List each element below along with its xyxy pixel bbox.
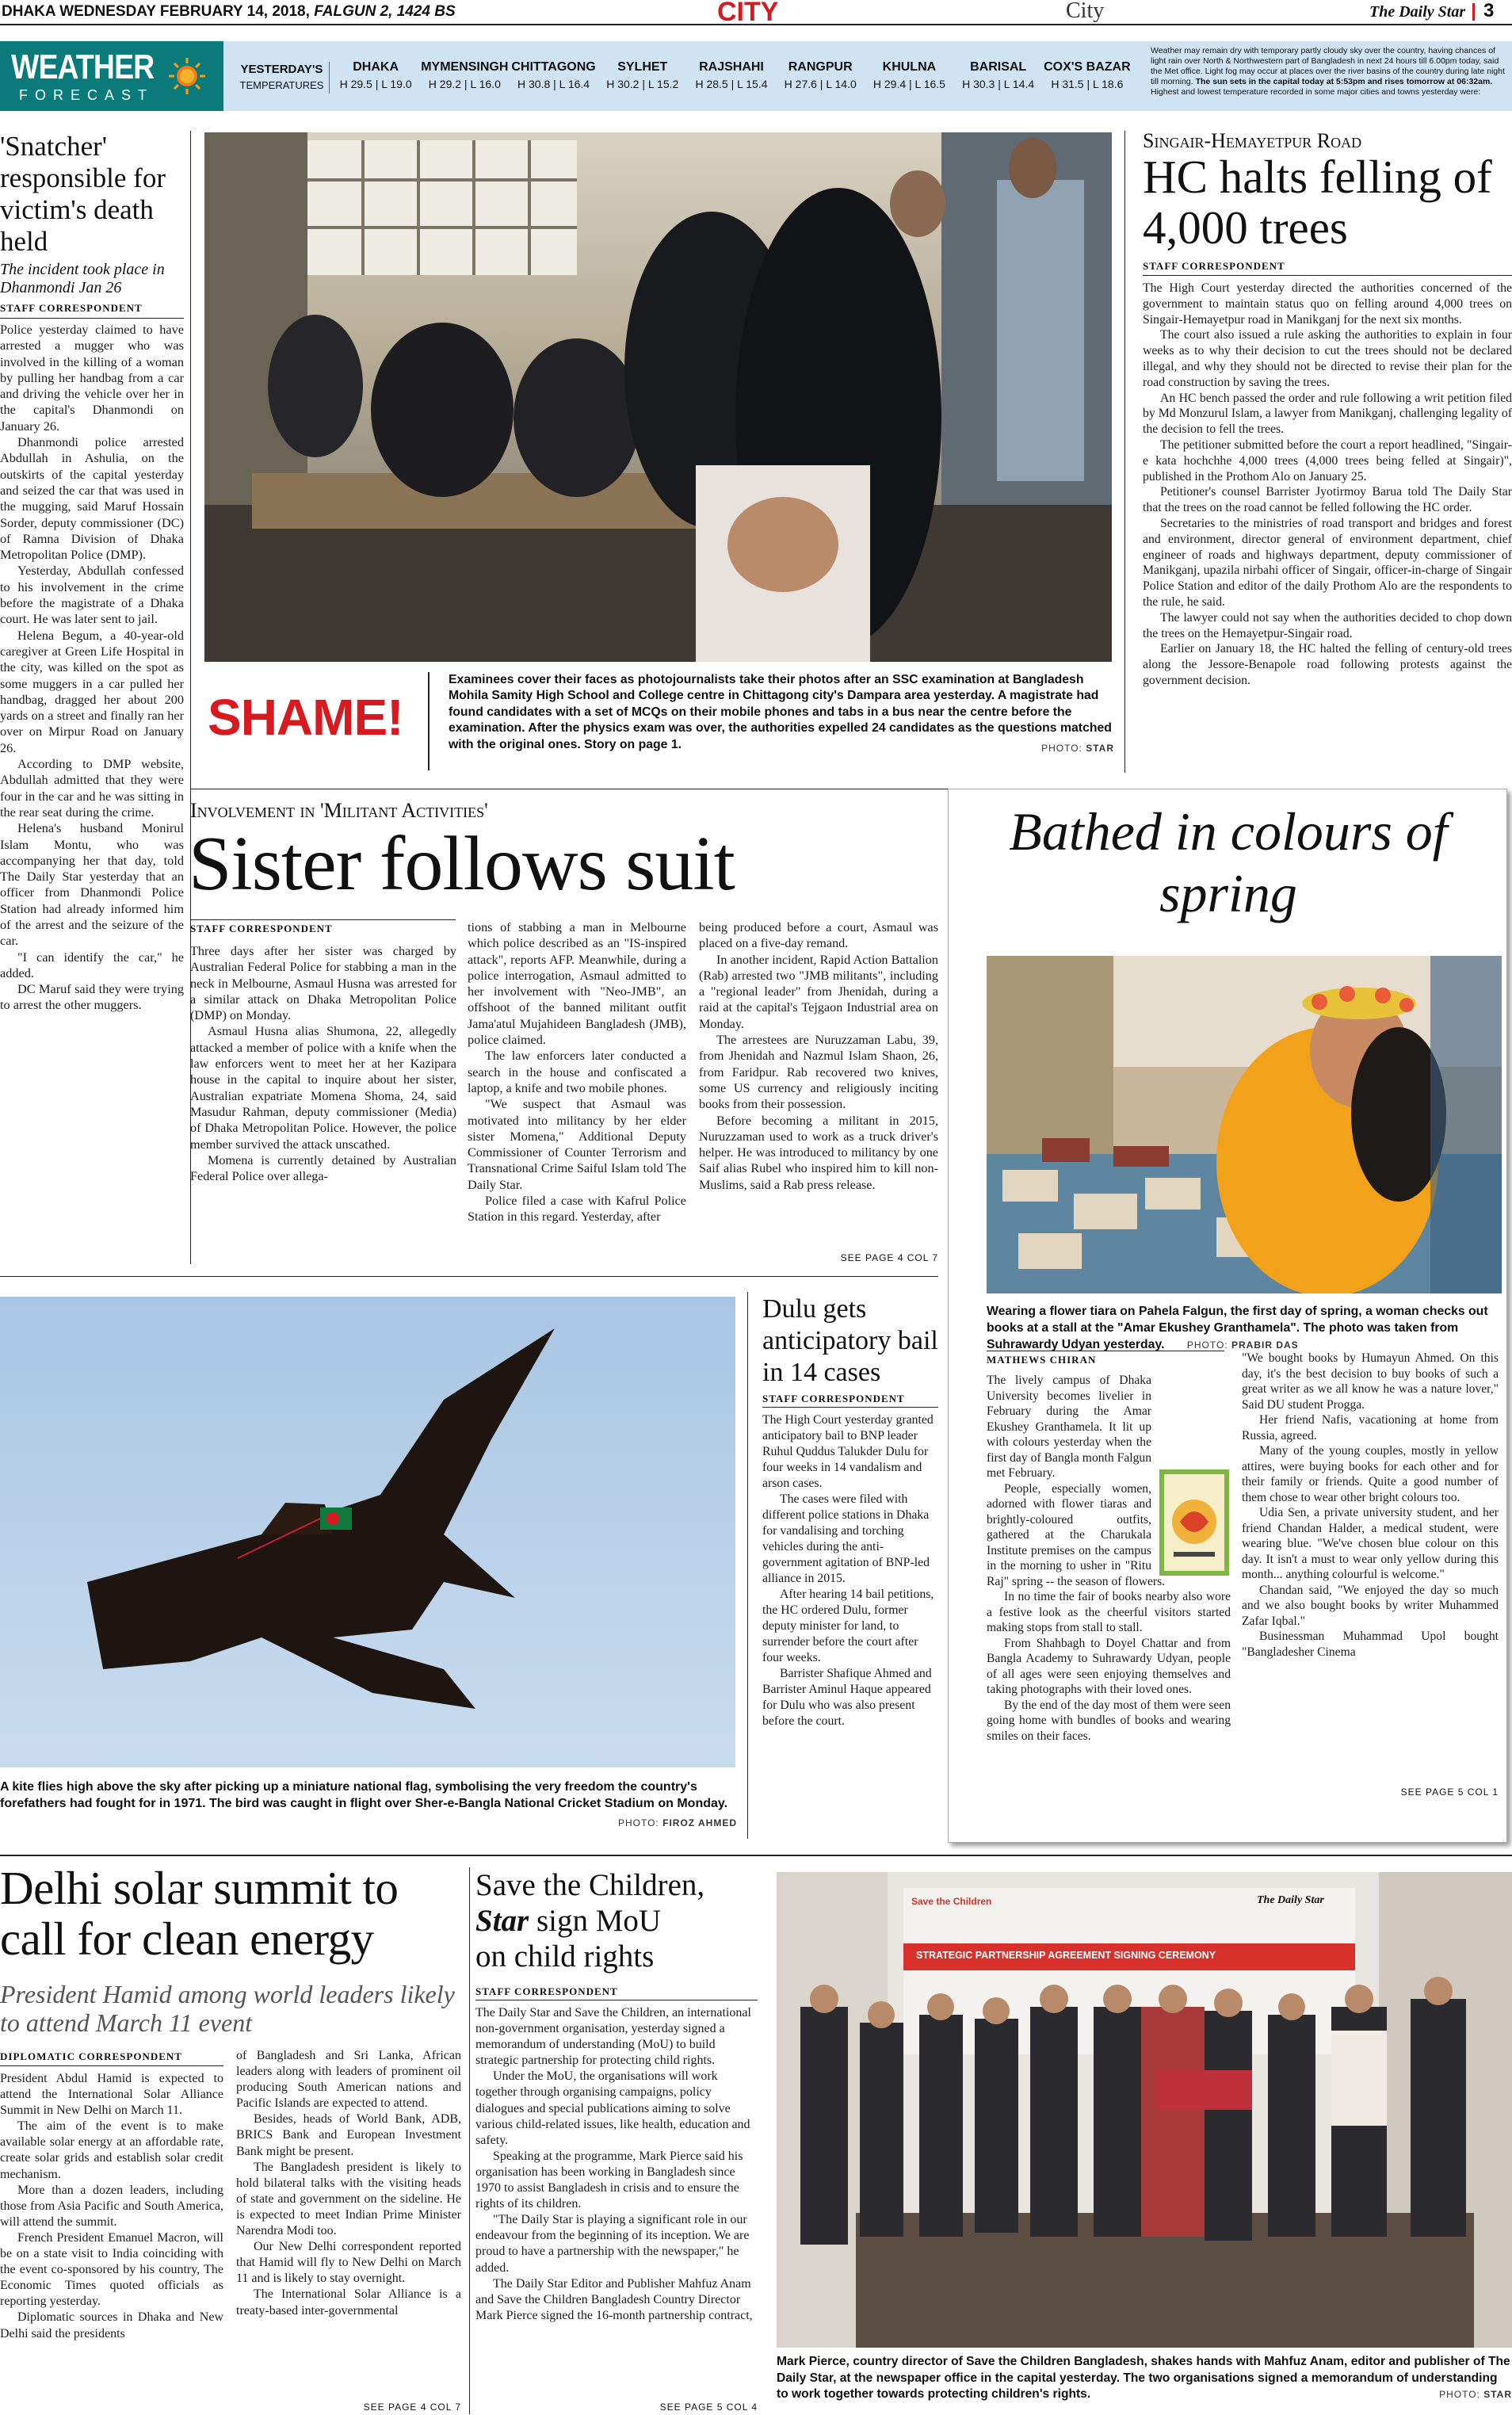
weather-city-name: COX'S BAZAR: [1044, 60, 1131, 74]
spring-paragraph: Her friend Nafis, vacationing at home from Russia, agreed.: [1242, 1413, 1499, 1443]
save-headline-3: on child rights: [475, 1939, 655, 1974]
snatcher-paragraph: Helena Begum, a 40-year-old caregiver at Green Life Hospital in the city, was killed on the spot as some muggers in a car pulled her handbag, dragged her about 200 yards on a street and finally ran her over on Mirpur Road on January 26.: [0, 627, 184, 755]
solar-paragraph: French President Emanuel Macron, will be on a state visit to India coinciding with the event co-sponsored by his country, The Economic Times quoted officials as reporting yesterday.: [0, 2230, 223, 2309]
dulu-headline: Dulu gets anticipatory bail in 14 cases: [762, 1294, 938, 1387]
weather-title: WEATHER: [11, 48, 155, 86]
spring-paragraph: Businessman Muhammad Upol bought "Bangladesher Cinema: [1242, 1630, 1499, 1659]
trees-story: [1143, 129, 1512, 689]
spring-credit: [1187, 1339, 1299, 1351]
weather-city-name: KHULNA: [882, 60, 937, 74]
snatcher-body: [0, 318, 184, 1014]
sister-headline: Sister follows suit: [189, 821, 735, 907]
shame-caption: [449, 672, 1114, 756]
yesterday-label-2: TEMPERATURES: [239, 79, 324, 91]
weather-forecast: [1151, 46, 1509, 97]
solar-paragraph: President Abdul Hamid is expected to attend the International Solar Alliance Summit in New Delhi on March 11.: [0, 2072, 223, 2118]
shame-photo: [204, 132, 1112, 662]
sister-paragraph: Police filed a case with Kafrul Police Station in this regard. Yesterday, after: [468, 1194, 686, 1225]
weather-city-temps: H 31.5 | L 18.6: [1051, 78, 1124, 90]
spring-paragraph: In no time the fair of books nearby also wore a festive look as the cheerful visitors started making stops from stall to stall.: [987, 1590, 1231, 1634]
save-headline-2: [475, 1903, 770, 1939]
solar-paragraph: More than a dozen leaders, including those from Asia Pacific and South America, will attend the summit.: [0, 2183, 223, 2229]
weather-city: [420, 59, 509, 98]
dulu-paragraph: The High Court yesterday granted anticipatory bail to BNP leader Ruhul Quddus Talukder Dulu for four weeks in 14 vandalism and arson cases.: [762, 1413, 934, 1490]
spring-paragraph: Udia Sen, a private university student, and her friend Chandan Halder, a medical student, were wearing blue. "We've chosen blue colour on this day. It isn't a must to wear only yellow during this month... anything colourful is welcome.": [1242, 1506, 1499, 1581]
masthead: [0, 0, 1512, 25]
weather-city: [954, 59, 1043, 98]
weather-city: [687, 59, 776, 98]
dulu-byline: STAFF CORRESPONDENT: [762, 1393, 905, 1404]
sister-paragraph: The arrestees are Nuruzzaman Labu, 39, from Jhenidah and Nazmul Islam Shaon, 26, from Faridpur. Rab recovered two knives, some US currency and religiously inciting books from their possession.: [699, 1033, 938, 1112]
weather-city: [865, 59, 953, 98]
sister-paragraph: In another incident, Rapid Action Battalion (Rab) arrested two "JMB militants", including a "regional leader" from Jhenidah, during a raid at the capital's Tejgaon Industrial area on Monday.: [699, 952, 938, 1031]
yesterday-label-1: YESTERDAY'S: [240, 63, 323, 76]
trees-paragraph: The petitioner submitted before the court a report headlined, "Singair-e kata hochchhe 4,000 trees (4,000 trees being felled at Singair)", published in the Prothom Alo on January 25.: [1143, 438, 1512, 483]
snatcher-paragraph: Dhanmondi police arrested Abdullah in Ashulia, on the outskirts of the capital yesterday and seized the car that was used in the mugging, said Maruf Hossain Sorder, deputy commissioner (DC) of Ramna Division of Dhaka Metropolitan Police (DMP).: [0, 434, 184, 563]
yesterday-label: [235, 62, 330, 94]
spring-photo: [987, 956, 1502, 1293]
save-paragraph: Under the MoU, the organisations will work together through organising campaigns, policy dialogues and special publications aiming to solve various child-related issues, like health, education and safety.: [475, 2069, 750, 2147]
sister-paragraph: being produced before a court, Asmaul was placed on a five-day remand.: [699, 920, 938, 951]
solar-deck: President Hamid among world leaders likely to attend March 11 event: [0, 1980, 455, 2037]
dulu-story: [762, 1293, 938, 1729]
sister-byline: STAFF CORRESPONDENT: [190, 919, 456, 935]
trees-paragraph: The High Court yesterday directed the authorities concerned of the government to maintain status quo on felling around 4,000 trees on Singair-Hemayetpur road in Manikganj for the next six months.: [1143, 281, 1512, 327]
solar-paragraph: The aim of the event is to make available solar energy at an affordable rate, create solar grids and establish solar credit mechanism.: [0, 2119, 223, 2181]
weather-city-temps: H 30.8 | L 16.4: [517, 78, 590, 90]
shame-label: SHAME!: [208, 689, 403, 746]
weather-city-name: DHAKA: [353, 60, 399, 74]
sister-paragraph: The law enforcers later conducted a search in the house and confiscated a laptop, a knife and two mobile phones.: [468, 1049, 686, 1095]
kite-credit-name: FIROZ AHMED: [662, 1817, 737, 1828]
weather-city-name: BARISAL: [970, 60, 1027, 74]
save-credit-label: PHOTO:: [1439, 2389, 1480, 2401]
save-banner-org: Save the Children: [911, 1896, 992, 1907]
dulu-paragraph: The cases were filed with different police stations in Dhaka for vandalising and torching vehicles during the anti-government agitation of BNP-led alliance in 2015.: [762, 1492, 930, 1585]
spring-headline: Bathed in colours of spring: [1009, 801, 1448, 923]
spring-paragraph: The lively campus of Dhaka University becomes livelier in February during the Amar Ekushey Granthamela. It lit up with colours yesterday when the first day of Bangla month Falgun met February.: [987, 1374, 1151, 1480]
sister-see-page[interactable]: SEE PAGE 4 COL 7: [840, 1252, 938, 1263]
save-paragraph: The Daily Star and Save the Children, an international non-government organisation, yesterday signed a memorandum of understanding (MoU) to build strategic partnership for protecting child rights.: [475, 2006, 751, 2068]
star-logo-text: Star: [475, 1904, 529, 1938]
spring-caption-text: Wearing a flower tiara on Pahela Falgun, the first day of spring, a woman checks out books at a stall at the "Amar Ekushey Granthamela". The photo was taken from Suhrawardy Udyan yesterday.: [987, 1305, 1488, 1351]
spring-caption: [987, 1303, 1502, 1354]
solar-headline: Delhi solar summit to call for clean energy: [0, 1862, 399, 1965]
weather-city-name: RAJSHAHI: [699, 60, 764, 74]
dateline-bangla: FALGUN 2, 1424 BS: [314, 3, 456, 20]
spring-paragraph: Chandan said, "We enjoyed the day so much and we also bought books by writer Muhammed Zafar Iqbal.": [1242, 1583, 1499, 1628]
spring-col2: [1242, 1351, 1499, 1660]
sister-paragraph: Three days after her sister was charged by Australian Federal Police for stabbing a man in the neck in Melbourne, Asmaul Husna was arrested for a similar attack on Dhaka Metropolitan Police (DMP) on Monday.: [190, 944, 456, 1023]
spring-credit-name: PRABIR DAS: [1231, 1339, 1299, 1351]
sister-col1: [190, 943, 456, 1184]
weather-city-name: CHITTAGONG: [511, 60, 596, 74]
spring-byline: MATHEWS CHIRAN: [987, 1351, 1224, 1366]
save-body: [475, 2000, 758, 2324]
sister-paragraph: Asmaul Husna alias Shumona, 22, allegedly attacked a member of police with a knife when the law enforcers went to meet her at her Kazipara house in the capital to inquire about her sister, Australian expatriate Momena Shoma, 24, said Masudur Rahman, deputy commissioner (Media) of Dhaka Metropolitan Police. However, the police member survived the attack unscathed.: [190, 1024, 456, 1152]
section-label-script: City: [1066, 0, 1105, 23]
dateline-main: DHAKA WEDNESDAY FEBRUARY 14, 2018,: [2, 3, 310, 20]
dulu-body: [762, 1407, 938, 1729]
forecast-sun: The sun sets in the capital today at 5:53pm and rises tomorrow at 06:32am.: [1195, 77, 1493, 86]
solar-paragraph: The Bangladesh president is likely to hold bilateral talks with the visiting heads of state and government on the sideline. He is expected to meet Indian Prime Minister Narendra Modi too.: [236, 2160, 461, 2238]
spring-box: [948, 789, 1507, 1843]
snatcher-paragraph: DC Maruf said they were trying to arrest the other muggers.: [0, 981, 184, 1013]
snatcher-paragraph: Police yesterday claimed to have arrested a mugger who was involved in the killing of a woman by pulling her handbag from a car and driving the vehicle over her in the capital's Dhanmondi on January 26.: [0, 322, 184, 434]
snatcher-deck: The incident took place in Dhanmondi Jan 26: [0, 261, 165, 296]
save-banner-paper: The Daily Star: [1257, 1894, 1324, 1906]
solar-col1: [0, 2065, 223, 2342]
trees-byline: STAFF CORRESPONDENT: [1143, 260, 1285, 272]
section-rule: [0, 1855, 1512, 1856]
save-credit: [1439, 2386, 1512, 2403]
solar-paragraph: Diplomatic sources in Dhaka and New Delhi said the presidents: [0, 2310, 223, 2340]
spring-paragraph: By the end of the day most of them were seen going home with bundles of books and wearing smiles on their faces.: [987, 1698, 1231, 1743]
spring-credit-label: PHOTO:: [1186, 1339, 1228, 1351]
weather-city-temps: H 30.3 | L 14.4: [962, 78, 1035, 90]
save-headline-mid: sign MoU: [529, 1904, 662, 1938]
snatcher-byline: STAFF CORRESPONDENT: [0, 302, 143, 314]
kite-caption-text: A kite flies high above the sky after picking up a miniature national flag, symbolising the very freedom the country's forefathers had fought for in 1971. The bird was caught in flight over Sher-e-Bangla National Cricket Stadium on Monday.: [0, 1780, 728, 1810]
sister-paragraph: Momena is currently detained by Australian Federal Police over allega-: [190, 1152, 456, 1184]
trees-paragraph: An HC bench passed the order and rule following a writ petition filed by Md Monzurul Islam, a lawyer from Manikganj, challenging legality of the decision to fell the trees.: [1143, 391, 1512, 437]
weather-city-temps: H 29.4 | L 16.5: [872, 78, 945, 90]
weather-cities: [331, 59, 1132, 98]
shame-caption-text: Examinees cover their faces as photojournalists take their photos after an SSC examination at Bangladesh Mohila Samity High School and College centre in Chittagong city's Dampara area yesterday. A magistrate had found candidates with a set of MCQs on their mobile phones and tabs in a bus near the centre before the examination. After the physics exam was over, the authorities expelled 24 candidates as the questions matched with the original ones. Story on page 1.: [449, 673, 1112, 751]
spring-col1: [987, 1373, 1231, 1744]
spring-paragraph: Many of the young couples, mostly in yellow attires, were buying books for each other and for their family or friends. Quite a good number of them chose to wear other bright colours too.: [1242, 1444, 1499, 1504]
weather-city: [509, 59, 598, 98]
sister-paragraph: tions of stabbing a man in Melbourne which police described as an "IS-inspired attack", reports AFP. Meanwhile, during a police interrogation, Asmaul admitted to her involvement with "Neo-JMB", an offshoot of the banned militant outfit Jama'atul Mujahideen Bangladesh (JMB), police claimed.: [468, 920, 686, 1048]
kite-photo: [0, 1297, 735, 1767]
trees-paragraph: The lawyer could not say when the authorities decided to chop down the trees on the Hemayetpur-Singair road.: [1143, 610, 1512, 640]
save-see-page[interactable]: SEE PAGE 5 COL 4: [659, 2402, 758, 2413]
snatcher-paragraph: Helena's husband Monirul Islam Montu, who was accompanying her that day, told The Daily Star yesterday that an officer from Dhanmondi Police Station had already informed him of the arrest and the seizure of the car.: [0, 820, 184, 949]
snatcher-paragraph: Yesterday, Abdullah confessed to his involvement in the crime before the magistrate of a Dhaka court. He was later sent to jail.: [0, 563, 184, 627]
save-photo: [777, 1872, 1512, 2348]
paper-logo: The Daily Star: [1369, 3, 1466, 21]
weather-city-temps: H 29.5 | L 19.0: [339, 78, 412, 90]
spring-paragraph: From Shahbagh to Doyel Chattar and from Bangla Academy to Suhrawardy Udyan, people of all ages were seen enjoying themselves and taking photographs with their loved ones.: [987, 1636, 1231, 1696]
weather-bar: [0, 41, 1512, 111]
save-banner-title: STRATEGIC PARTNERSHIP AGREEMENT SIGNING CEREMONY: [916, 1950, 1216, 1961]
shame-credit: [1041, 740, 1114, 756]
section-rule: [0, 1276, 938, 1277]
save-paragraph: The Daily Star Editor and Publisher Mahfuz Anam and Save the Children Bangladesh Country Director Mark Pierce signed the 16-month partnership contract,: [475, 2276, 753, 2322]
trees-paragraph: Earlier on January 18, the HC halted the felling of century-old trees along the Jessore-Benapole road following protests against the government decision.: [1143, 642, 1512, 687]
snatcher-headline: 'Snatcher' responsible for victim's death held: [0, 131, 166, 257]
sister-kicker: Involvement in 'Militant Activities': [190, 799, 488, 822]
trees-body: [1143, 275, 1512, 689]
weather-city-temps: H 27.6 | L 14.0: [784, 78, 857, 90]
weather-city-temps: H 30.2 | L 15.2: [606, 78, 679, 90]
shame-divider: [428, 672, 430, 770]
save-paragraph: "The Daily Star is playing a significant role in our endeavour from the beginning of its inception. We are proud to have a partnership with the newspaper," he added.: [475, 2213, 750, 2275]
weather-city-name: SYLHET: [617, 60, 668, 74]
page-number: 3: [1483, 0, 1495, 21]
sun-icon: [168, 57, 206, 95]
save-headline: [475, 1867, 770, 1974]
trees-paragraph: Petitioner's counsel Barrister Jyotirmoy Barua told The Daily Star that the trees on the road cannot be felled following the HC order.: [1143, 485, 1512, 515]
solar-paragraph: Our New Delhi correspondent reported that Hamid will fly to New Delhi on March 11 and is likely to stay overnight.: [236, 2240, 461, 2286]
solar-see-page[interactable]: SEE PAGE 4 COL 7: [363, 2402, 461, 2413]
save-headline-1: Save the Children,: [475, 1868, 705, 1902]
spring-paragraph: People, especially women, adorned with flower tiaras and brightly-coloured outfits, gathered at the Charukala Institute premises on the campus in the morning to usher in "Ritu Raj" spring -- the season of flowers.: [987, 1481, 1166, 1588]
sister-paragraph: "We suspect that Asmaul was motivated into militancy by her elder sister Momena," Additional Deputy Commissioner of Counter Terrorism and Transnational Crime Saiful Islam told The Daily Star.: [468, 1097, 686, 1192]
trees-headline: HC halts felling of 4,000 trees: [1143, 151, 1492, 254]
kite-caption: [0, 1779, 737, 1832]
kite-credit: [618, 1815, 737, 1832]
save-byline: STAFF CORRESPONDENT: [475, 1985, 618, 1997]
solar-paragraph: The International Solar Alliance is a treaty-based inter-governmental: [236, 2287, 461, 2318]
weather-city-name: RANGPUR: [788, 60, 853, 74]
section-label: CITY: [717, 0, 779, 27]
weather-city: [598, 59, 687, 98]
solar-byline: DIPLOMATIC CORRESPONDENT: [0, 2050, 182, 2062]
spring-paragraph: "We bought books by Humayun Ahmed. On this day, it's the best decision to buy books of such a great writer as we all know he was a nature lover," Said DU student Progga.: [1242, 1351, 1499, 1412]
sister-col3: [699, 919, 938, 1193]
trees-kicker: Singair-Hemayetpur Road: [1143, 129, 1362, 152]
dateline: [2, 3, 456, 21]
book-cover-float: [1151, 1452, 1231, 1571]
save-paragraph: Speaking at the programme, Mark Pierce said his organisation has been working in Bangladesh since 1970 to assist Bangladesh in crisis and to ensure the rights of its children.: [475, 2149, 743, 2211]
column-rule: [747, 1292, 748, 1839]
trees-paragraph: The court also issued a rule asking the authorities to explain in four weeks as to why their decision to cut the trees should not be declared illegal, and why they should not be directed to revise their plan for the road construction by saving the trees.: [1143, 328, 1512, 389]
save-caption: [777, 2354, 1512, 2403]
solar-paragraph: of Bangladesh and Sri Lanka, African leaders along with leaders of prominent oil producing South American nations and Pacific Islands are expected to attend.: [236, 2049, 461, 2111]
weather-city: [1043, 59, 1132, 98]
weather-city: [776, 59, 865, 98]
snatcher-story: [0, 131, 184, 1264]
save-caption-text: Mark Pierce, country director of Save the Children Bangladesh, shakes hands with Mahfuz Anam, editor and publisher of The Daily Star, at the newspaper office in the capital yesterday. The two organisations signed a memorandum of understanding to work together towards protecting children's rights.: [777, 2355, 1510, 2402]
dulu-paragraph: After hearing 14 bail petitions, the HC ordered Dulu, former deputy minister for land, to surrender before the court after four weeks.: [762, 1588, 934, 1664]
solar-col2: [236, 2048, 461, 2319]
forecast-text: Weather may remain dry with temporary partly cloudy sky over the country, having chances of light rain over North & Northwestern part of Bangladesh in next 24 hours till 6.00pm today, said the Met office. Light fog may occur at places over the river basins of the country during late night till morning.: [1151, 46, 1505, 86]
kite-credit-label: PHOTO:: [617, 1817, 659, 1828]
save-credit-name: STAR: [1483, 2389, 1512, 2401]
forecast-tail: Highest and lowest temperature recorded in some major cities and towns yesterday were:: [1151, 87, 1481, 97]
sister-paragraph: Before becoming a militant in 2015, Nuruzzaman used to work as a truck driver's helper. He was introduced to militancy by one Saif alias Rubel who inspired him to kill non-Muslims, said a Rab press release.: [699, 1113, 938, 1192]
dulu-paragraph: Barrister Shafique Ahmed and Barrister Aminul Haque appeared for Dulu who was also present before the court.: [762, 1667, 932, 1728]
sister-col2: [468, 919, 686, 1225]
snatcher-paragraph: According to DMP website, Abdullah admitted that they were four in the car and he was sitting in the rear seat during the crime.: [0, 756, 184, 820]
divider: [1472, 3, 1475, 21]
weather-city: [331, 59, 420, 98]
weather-subtitle: FORECAST: [19, 87, 155, 103]
trees-paragraph: Secretaries to the ministries of road transport and bridges and forest and environment, director general of environment department, chief engineer of roads and highways department, deputy commissioner of Manikganj, upazila nirbahi officer of Singair, officer-in-charge of Singair Police Station and editor of the daily Prothom Alo are the respondents to the rule, he said.: [1143, 516, 1512, 609]
spring-see-page[interactable]: SEE PAGE 5 COL 1: [1400, 1786, 1499, 1798]
weather-city-temps: H 28.5 | L 15.4: [695, 78, 768, 90]
weather-city-name: MYMENSINGH: [421, 60, 509, 74]
weather-city-temps: H 29.2 | L 16.0: [428, 78, 501, 90]
shame-credit-label: PHOTO:: [1041, 742, 1082, 754]
weather-logo: [0, 41, 223, 111]
column-rule: [469, 1867, 470, 2414]
shame-credit-name: STAR: [1086, 742, 1114, 754]
snatcher-paragraph: "I can identify the car," he added.: [0, 949, 184, 980]
column-rule: [1124, 131, 1125, 773]
solar-paragraph: Besides, heads of World Bank, ADB, BRICS Bank and European Investment Bank might be present.: [236, 2112, 461, 2158]
